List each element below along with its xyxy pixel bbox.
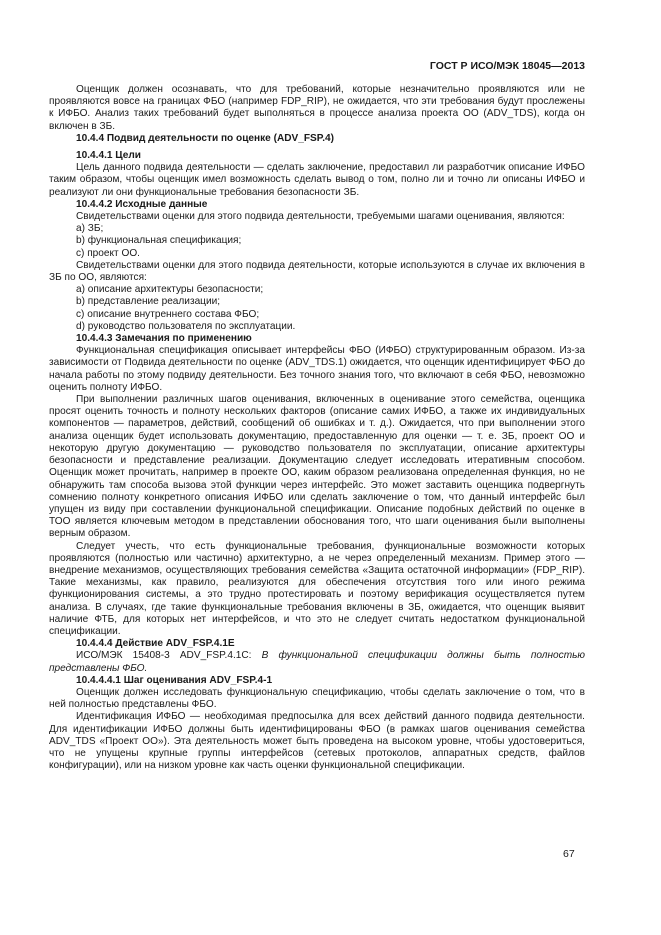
list-item: b) представление реализации;: [76, 296, 221, 308]
subsection-heading: 10.4.4.3 Замечания по применению: [76, 333, 252, 345]
standard-id: ГОСТ Р ИСО/МЭК 18045—2013: [429, 60, 585, 72]
subsection-heading: 10.4.4.4 Действие ADV_FSP.4.1E: [76, 638, 235, 650]
section-heading: 10.4.4 Подвид деятельности по оценке (ADV_FSP.4): [76, 132, 334, 144]
page-number: 67: [563, 848, 575, 860]
paragraph: Свидетельствами оценки для этого подвида деятельности, которые используются в случае их включения в ЗБ по ОО, являются:: [49, 259, 585, 284]
list-item: b) функциональная спецификация;: [76, 235, 242, 247]
paragraph: Оценщик должен осознавать, что для требований, которые незначительно проявляются или не проявляются вовсе на границах ФБО (например FDP_RIP), не ожидается, что эти требования будут прослежены к ИФБО. Анализ таких требований будет выполняться в процессе анализа проекта ОО (ADV_TDS), когда он включен в ЗБ.: [49, 84, 585, 132]
paragraph: Идентификация ИФБО — необходимая предпосылка для всех действий данного подвида деятельности. Для идентификации ИФБО должны быть идентифицированы ФБО (в рамках шагов оценивания семейства ADV_TDS «Проект ОО»). Эта деятельность может быть проведена на высоком уровне, чтобы удостовериться, что не упущены крупные группы интерфейсов (сетевых протоколов, аппаратных средств, файлов конфигурации), или на низком уровне как часть оценки функциональной спецификации.: [49, 711, 585, 772]
requirement-paragraph: [49, 650, 585, 674]
list-item: d) руководство пользователя по эксплуатации.: [76, 320, 296, 332]
paragraph: Цель данного подвида деятельности — сделать заключение, предоставил ли разработчик описание ИФБО таким образом, чтобы оценщик имел возможность сделать вывод о том, полно ли и точно ли описаны ИФБО и реализуют ли они функциональные требования безопасности ЗБ.: [49, 162, 585, 198]
paragraph: Свидетельствами оценки для этого подвида деятельности, требуемыми шагами оценивания, являются:: [76, 211, 565, 223]
paragraph: Функциональная спецификация описывает интерфейсы ФБО (ИФБО) структурированным образом. Из-за зависимости от Подвида деятельности по оценке (ADV_TDS.1) ожидается, что оценщик идентифицирует ФБО до начала работы по этому подвиду деятельности. Без точного знания того, что включают в себя ФБО, невозможно оценить полноту ИФБО.: [49, 345, 585, 393]
list-item: c) описание внутреннего состава ФБО;: [76, 308, 260, 320]
paragraph: При выполнении различных шагов оценивания, включенных в оценивание этого семейства, оценщика просят оценить точность и полноту нескольких факторов (описание самих ИФБО, а также их индивидуальных компонентов — параметров, действий, сообщений об ошибках и т. д.). Ожидается, что при выполнении этого анализа оценщик будет использовать документацию, предоставленную для оценки — т. е. ЗБ, проект ОО и некоторую другую документацию — руководство пользователя по эксплуатации, описание архитектуры безопасности и представление реализации. Документацию следует исследовать итеративным способом. Оценщик может прочитать, например в проекте ОО, каким образом реализована определенная функция, но не обнаружить там способа вызова этой функции через интерфейс. Это может заставить оценщика подвергнуть сомнению полноту конкретного описания ИФБО или сделать заключение о том, что данный интерфейс был упущен из виду при составлении функциональной спецификации. Описание подобных действий по оценке в ТОО является ключевым методом в представлении обоснования того, что шаги оценивания были выполнены верным образом.: [49, 394, 585, 540]
subsection-heading: 10.4.4.1 Цели: [76, 150, 142, 162]
requirement-text: В функциональной спецификации должны быть полностью представлены ФБО.: [49, 650, 585, 674]
list-item: c) проект ОО.: [76, 247, 140, 259]
document-header: [49, 60, 585, 72]
page-body: [49, 84, 585, 772]
requirement-reference: ИСО/МЭК 15408-3 ADV_FSP.4.1C:: [76, 650, 262, 662]
paragraph: Следует учесть, что есть функциональные требования, функциональные возможности которых проявляются (полностью или частично) архитектурно, а не через определенный механизм. Пример этого — внедрение механизмов, осуществляющих требования семейства «Защита остаточной информации» (FDP_RIP). Такие механизмы, как правило, реализуются для обеспечения отсутствия того или иного режима функционирования системы, а это трудно протестировать и поэтому верификация осуществляется путем анализа. В случаях, где такие функциональные требования включены в ЗБ, ожидается, что оценщик выявит наличие ФТБ, для которых нет интерфейсов, и что это не следует считать недостатком функциональной спецификации.: [49, 540, 585, 637]
paragraph: Оценщик должен исследовать функциональную спецификацию, чтобы сделать заключение о том, что в ней полностью представлены ФБО.: [49, 686, 585, 711]
list-item: a) описание архитектуры безопасности;: [76, 284, 264, 296]
subsection-heading: 10.4.4.2 Исходные данные: [76, 198, 208, 210]
list-item: a) ЗБ;: [76, 223, 104, 235]
subsection-heading: 10.4.4.4.1 Шаг оценивания ADV_FSP.4-1: [76, 674, 273, 686]
